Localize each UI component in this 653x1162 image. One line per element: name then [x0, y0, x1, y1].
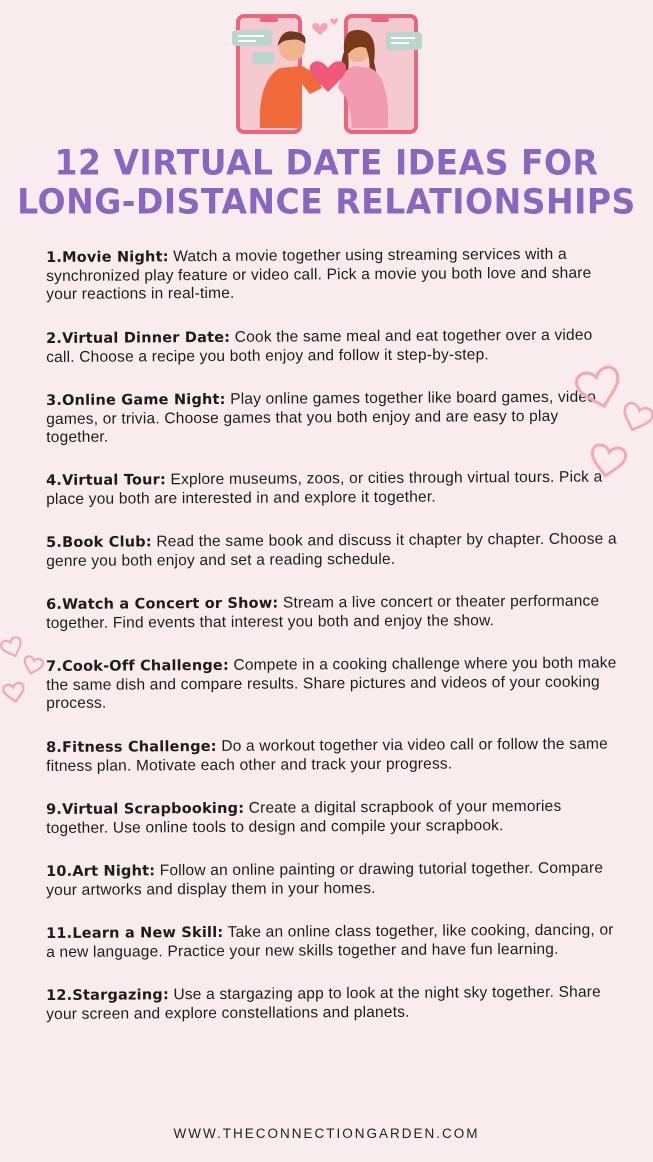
- heart-icon: [574, 362, 624, 412]
- heart-icon: [2, 680, 26, 704]
- idea-title: 11.Learn a New Skill:: [46, 924, 224, 942]
- idea-title: 10.Art Night:: [46, 862, 156, 880]
- idea-description: Take an online class together, like cooking, dancing, or a new language. Practice your new skills together and have fun learning.: [46, 921, 614, 960]
- list-item: [46, 735, 618, 775]
- website-url: WWW.THECONNECTIONGARDEN.COM: [173, 1126, 480, 1141]
- idea-description: Create a digital scrapbook of your memories together. Use online tools to design and compile your scrapbook.: [46, 797, 562, 836]
- list-item: [46, 983, 618, 1023]
- list-item: [46, 859, 618, 899]
- idea-description: Read the same book and discuss it chapter by chapter. Choose a genre you both enjoy and set a reading schedule.: [46, 530, 617, 570]
- idea-description: Stream a live concert or theater performance together. Find events that interest you both and enjoy the show.: [46, 592, 600, 632]
- list-item: [46, 469, 618, 509]
- couple-phones-illustration: [230, 10, 430, 136]
- idea-description: Compete in a cooking challenge where you both make the same dish and compare results. Share pictures and videos of your cooking process.: [46, 654, 617, 712]
- idea-title: 4.Virtual Tour:: [46, 472, 167, 489]
- heart-icon: [588, 440, 628, 480]
- list-item: [46, 246, 618, 305]
- list-item: [46, 921, 618, 961]
- page-title-line1: 12 VIRTUAL DATE IDEAS FOR: [54, 142, 599, 183]
- idea-description: Follow an online painting or drawing tutorial together. Compare your artworks and display them in your homes.: [46, 859, 604, 898]
- idea-description: Cook the same meal and eat together over a video call. Choose a recipe you both enjoy and follow it step-by-step.: [46, 326, 593, 365]
- idea-description: Use a stargazing app to look at the night sky together. Share your screen and explore constellations and planets.: [46, 983, 601, 1022]
- idea-title: 5.Book Club:: [46, 534, 152, 551]
- heart-icon: [22, 654, 44, 676]
- idea-title: 1.Movie Night:: [46, 249, 169, 266]
- list-item: [46, 593, 618, 633]
- idea-title: 8.Fitness Challenge:: [46, 738, 217, 756]
- list-item: [46, 655, 618, 714]
- idea-title: 7.Cook-Off Challenge:: [46, 657, 229, 675]
- list-item: [46, 326, 618, 366]
- idea-list: [46, 245, 618, 1049]
- list-item: [46, 797, 618, 837]
- heart-icon: [620, 400, 653, 434]
- idea-title: 2.Virtual Dinner Date:: [46, 329, 231, 347]
- idea-description: Do a workout together via video call or follow the same fitness plan. Motivate each other and track your progress.: [46, 735, 608, 774]
- heart-icon: [0, 632, 24, 662]
- page-title-line2: LONG-DISTANCE RELATIONSHIPS: [17, 181, 636, 222]
- idea-description: Explore museums, zoos, or cities through virtual tours. Pick a place you both are interested in and explore it together.: [46, 468, 603, 508]
- idea-title: 9.Virtual Scrapbooking:: [46, 800, 245, 818]
- idea-title: 12.Stargazing:: [46, 986, 169, 1004]
- idea-title: 3.Online Game Night:: [46, 391, 226, 409]
- idea-title: 6.Watch a Concert or Show:: [46, 595, 279, 613]
- idea-description: Play online games together like board games, video games, or trivia. Choose games that you both enjoy and are easy to play together.: [46, 388, 597, 446]
- idea-description: Watch a movie together using streaming services with a synchronized play feature or video call. Pick a movie you both love and share your reactions in real-time.: [46, 245, 592, 303]
- list-item: [46, 388, 618, 447]
- list-item: [46, 531, 618, 571]
